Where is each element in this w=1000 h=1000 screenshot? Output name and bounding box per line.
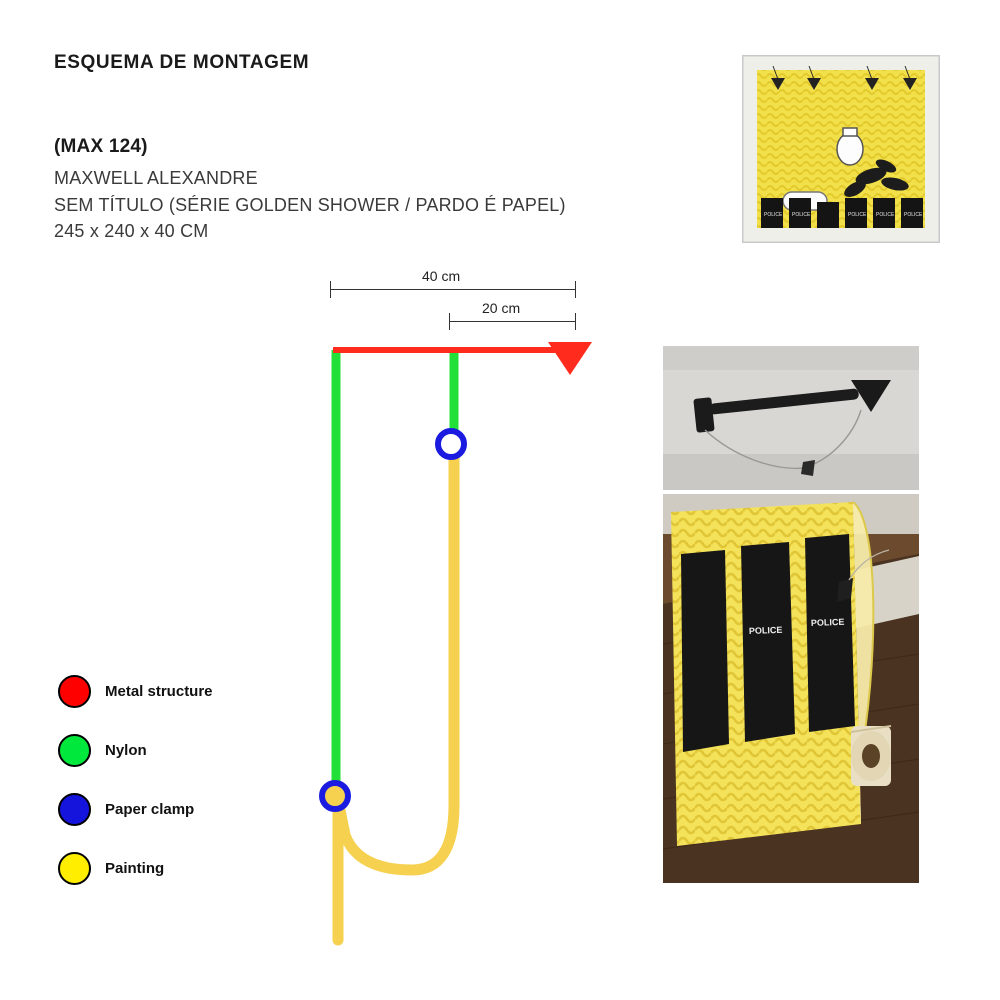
paper-roll-detail-photo [663, 494, 919, 883]
metal-structure [333, 342, 592, 375]
dimension-20cm-label: 20 cm [482, 300, 521, 316]
paper-clamp-upper [438, 431, 464, 457]
artwork-title: SEM TÍTULO (SÉRIE GOLDEN SHOWER / PARDO É PAPEL) [54, 194, 566, 215]
legend-label-metal-structure: Metal structure [105, 683, 213, 700]
legend-swatch-paper-clamp [58, 793, 91, 826]
svg-text:POLICE: POLICE [748, 624, 783, 636]
artwork-dimensions: 245 x 240 x 40 CM [54, 221, 209, 242]
legend-item-paper-clamp [58, 780, 213, 839]
svg-text:POLICE: POLICE [876, 212, 895, 218]
legend-swatch-metal-structure [58, 675, 91, 708]
artwork-code: (MAX 124) [54, 136, 148, 157]
svg-text:POLICE: POLICE [904, 212, 923, 218]
legend-item-nylon [58, 721, 213, 780]
legend-item-painting [58, 839, 213, 898]
legend [58, 662, 213, 898]
legend-item-metal-structure [58, 662, 213, 721]
paper-clamps [322, 431, 464, 809]
page-title: ESQUEMA DE MONTAGEM [54, 52, 310, 73]
dimension-40cm-label: 40 cm [422, 268, 461, 284]
metal-triangle-tip [548, 342, 592, 375]
svg-text:POLICE: POLICE [764, 212, 783, 218]
artwork-installation-photo [742, 55, 940, 243]
artwork-info-block [54, 133, 566, 245]
legend-label-paper-clamp: Paper clamp [105, 801, 195, 818]
artwork-artist: MAXWELL ALEXANDRE [54, 168, 258, 189]
legend-label-painting: Painting [105, 860, 165, 877]
paper-clamp-lower [322, 783, 348, 809]
svg-text:POLICE: POLICE [848, 212, 867, 218]
nylon-cables [336, 350, 454, 800]
legend-label-nylon: Nylon [105, 742, 147, 759]
svg-text:POLICE: POLICE [810, 616, 845, 628]
wall-bracket-photo [663, 346, 919, 490]
legend-swatch-painting [58, 852, 91, 885]
svg-text:POLICE: POLICE [792, 212, 811, 218]
painting-sheet-curve [338, 440, 454, 940]
mounting-schematic-diagram [280, 260, 660, 960]
legend-swatch-nylon [58, 734, 91, 767]
